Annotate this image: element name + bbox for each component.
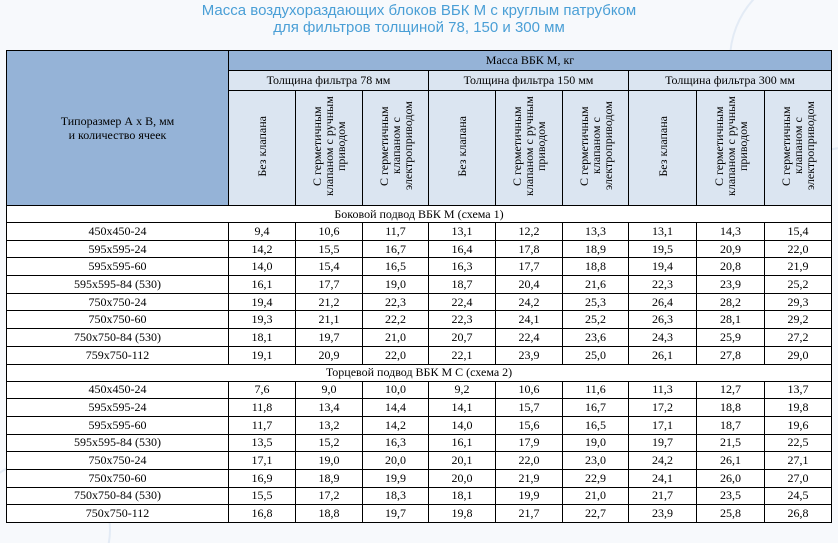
- mass-value-cell: 20,4: [496, 276, 563, 294]
- mass-value-cell: 26,1: [629, 346, 697, 364]
- section-title: Боковой подвод ВБК М (схема 1): [7, 206, 832, 223]
- mass-value-cell: 23,0: [563, 452, 629, 470]
- subcolumn-header-label: С герметичным клапаном с электроприводом: [576, 101, 615, 191]
- mass-value-cell: 9,2: [429, 381, 496, 399]
- mass-value-cell: 15,5: [229, 487, 296, 505]
- mass-value-cell: 14,2: [229, 240, 296, 258]
- group-header-78: Толщина фильтра 78 мм: [229, 71, 429, 91]
- mass-value-cell: 28,1: [697, 311, 765, 329]
- mass-value-cell: 17,1: [629, 416, 697, 434]
- subcolumn-header: [563, 91, 629, 206]
- mass-value-cell: 24,1: [496, 311, 563, 329]
- table-row: [7, 505, 832, 523]
- mass-value-cell: 16,5: [363, 258, 429, 276]
- mass-value-cell: 25,8: [697, 505, 765, 523]
- mass-value-cell: 16,3: [363, 434, 429, 452]
- mass-value-cell: 21,7: [496, 505, 563, 523]
- mass-value-cell: 19,0: [363, 276, 429, 294]
- table-row: [7, 487, 832, 505]
- title-line-2: для фильтров толщиной 78, 150 и 300 мм: [273, 19, 565, 36]
- mass-value-cell: 29,0: [765, 346, 832, 364]
- mass-value-cell: 19,1: [229, 346, 296, 364]
- mass-value-cell: 19,8: [765, 399, 832, 417]
- mass-value-cell: 16,3: [429, 258, 496, 276]
- mass-value-cell: 15,5: [296, 240, 363, 258]
- mass-value-cell: 29,3: [765, 293, 832, 311]
- subcolumn-header-label: С герметичным клапаном с электроприводом: [376, 101, 415, 191]
- mass-value-cell: 20,7: [429, 329, 496, 347]
- mass-value-cell: 22,5: [765, 434, 832, 452]
- mass-value-cell: 27,8: [697, 346, 765, 364]
- mass-value-cell: 24,1: [629, 469, 697, 487]
- mass-value-cell: 23,5: [697, 487, 765, 505]
- mass-value-cell: 25,3: [563, 293, 629, 311]
- mass-value-cell: 22,0: [363, 346, 429, 364]
- mass-value-cell: 18,8: [697, 399, 765, 417]
- mass-value-cell: 25,2: [563, 311, 629, 329]
- mass-value-cell: 17,2: [629, 399, 697, 417]
- mass-value-cell: 26,3: [629, 311, 697, 329]
- mass-value-cell: 20,1: [429, 452, 496, 470]
- mass-value-cell: 11,8: [229, 399, 296, 417]
- table-row: [7, 469, 832, 487]
- mass-value-cell: 10,6: [496, 381, 563, 399]
- table-row: [7, 329, 832, 347]
- mass-value-cell: 21,0: [363, 329, 429, 347]
- mass-value-cell: 27,1: [765, 452, 832, 470]
- mass-value-cell: 14,1: [429, 399, 496, 417]
- subcolumn-header: [429, 91, 496, 206]
- group-header-150: Толщина фильтра 150 мм: [429, 71, 629, 91]
- size-cell: 759x750-112: [7, 346, 229, 364]
- size-cell: 750x750-60: [7, 469, 229, 487]
- mass-value-cell: 17,1: [229, 452, 296, 470]
- group-header-300: Толщина фильтра 300 мм: [629, 71, 832, 91]
- mass-value-cell: 16,5: [563, 416, 629, 434]
- mass-value-cell: 13,2: [296, 416, 363, 434]
- mass-value-cell: 22,1: [429, 346, 496, 364]
- mass-value-cell: 27,2: [765, 329, 832, 347]
- mass-value-cell: 20,0: [429, 469, 496, 487]
- mass-value-cell: 15,7: [496, 399, 563, 417]
- mass-value-cell: 21,0: [563, 487, 629, 505]
- mass-value-cell: 17,9: [496, 434, 563, 452]
- mass-value-cell: 18,8: [296, 505, 363, 523]
- section-row: [7, 206, 832, 223]
- size-header-line-2: и количество ячеек: [68, 128, 167, 142]
- table-row: [7, 240, 832, 258]
- mass-value-cell: 15,2: [296, 434, 363, 452]
- mass-value-cell: 22,9: [563, 469, 629, 487]
- mass-value-cell: 18,9: [296, 469, 363, 487]
- subcolumn-header: [765, 91, 832, 206]
- subcolumn-header: [229, 91, 296, 206]
- mass-value-cell: 22,0: [765, 240, 832, 258]
- size-cell: 595x595-60: [7, 416, 229, 434]
- mass-value-cell: 19,9: [496, 487, 563, 505]
- mass-value-cell: 17,7: [496, 258, 563, 276]
- mass-value-cell: 16,7: [563, 399, 629, 417]
- mass-value-cell: 19,7: [363, 505, 429, 523]
- mass-value-cell: 19,4: [229, 293, 296, 311]
- mass-value-cell: 20,0: [363, 452, 429, 470]
- mass-value-cell: 21,5: [697, 434, 765, 452]
- mass-value-cell: 19,6: [765, 416, 832, 434]
- mass-value-cell: 16,9: [229, 469, 296, 487]
- mass-value-cell: 26,0: [697, 469, 765, 487]
- size-cell: 450x450-24: [7, 381, 229, 399]
- mass-value-cell: 18,7: [429, 276, 496, 294]
- size-header-line-1: Типоразмер А х В, мм: [60, 114, 175, 128]
- mass-value-cell: 19,3: [229, 311, 296, 329]
- mass-value-cell: 12,2: [496, 223, 563, 241]
- mass-value-cell: 18,1: [429, 487, 496, 505]
- table-row: [7, 452, 832, 470]
- mass-value-cell: 13,1: [429, 223, 496, 241]
- section-title: Торцевой подвод ВБК М С (схема 2): [7, 364, 832, 381]
- size-cell: 750x750-84 (530): [7, 329, 229, 347]
- mass-value-cell: 15,6: [496, 416, 563, 434]
- subcolumn-header-label: Без клапана: [455, 115, 469, 177]
- mass-value-cell: 13,7: [765, 381, 832, 399]
- size-cell: 595x595-24: [7, 240, 229, 258]
- mass-value-cell: 24,2: [496, 293, 563, 311]
- table-row: [7, 416, 832, 434]
- mass-value-cell: 7,6: [229, 381, 296, 399]
- mass-value-cell: 12,7: [697, 381, 765, 399]
- mass-value-cell: 14,0: [229, 258, 296, 276]
- mass-value-cell: 23,9: [697, 276, 765, 294]
- subcolumn-header: [296, 91, 363, 206]
- mass-value-cell: 14,0: [429, 416, 496, 434]
- mass-value-cell: 17,7: [296, 276, 363, 294]
- mass-value-cell: 22,7: [563, 505, 629, 523]
- mass-value-cell: 21,6: [563, 276, 629, 294]
- mass-value-cell: 15,4: [765, 223, 832, 241]
- subcolumn-header-label: Без клапана: [255, 115, 269, 177]
- mass-value-cell: 13,5: [229, 434, 296, 452]
- mass-value-cell: 22,4: [429, 293, 496, 311]
- size-column-header: [7, 51, 229, 206]
- mass-value-cell: 22,2: [363, 311, 429, 329]
- mass-value-cell: 16,4: [429, 240, 496, 258]
- mass-table: [6, 50, 832, 523]
- size-cell: 750x750-24: [7, 452, 229, 470]
- mass-value-cell: 13,3: [563, 223, 629, 241]
- table-row: [7, 293, 832, 311]
- mass-value-cell: 22,0: [496, 452, 563, 470]
- mass-value-cell: 25,0: [563, 346, 629, 364]
- mass-value-cell: 26,8: [765, 505, 832, 523]
- mass-value-cell: 25,9: [697, 329, 765, 347]
- size-cell: 750x750-112: [7, 505, 229, 523]
- mass-value-cell: 22,3: [629, 276, 697, 294]
- mass-value-cell: 17,2: [296, 487, 363, 505]
- mass-value-cell: 19,8: [429, 505, 496, 523]
- section-row: [7, 364, 832, 381]
- mass-header: Масса ВБК М, кг: [229, 51, 832, 71]
- mass-value-cell: 11,7: [363, 223, 429, 241]
- mass-value-cell: 19,9: [363, 469, 429, 487]
- mass-value-cell: 20,8: [697, 258, 765, 276]
- size-cell: 595x595-84 (530): [7, 276, 229, 294]
- mass-value-cell: 15,4: [296, 258, 363, 276]
- mass-value-cell: 23,6: [563, 329, 629, 347]
- mass-value-cell: 11,7: [229, 416, 296, 434]
- mass-value-cell: 19,7: [629, 434, 697, 452]
- mass-value-cell: 19,5: [629, 240, 697, 258]
- mass-value-cell: 28,2: [697, 293, 765, 311]
- size-cell: 750x750-24: [7, 293, 229, 311]
- mass-value-cell: 27,0: [765, 469, 832, 487]
- mass-value-cell: 9,0: [296, 381, 363, 399]
- size-cell: 450x450-24: [7, 223, 229, 241]
- mass-value-cell: 19,4: [629, 258, 697, 276]
- mass-value-cell: 20,9: [296, 346, 363, 364]
- mass-value-cell: 23,9: [496, 346, 563, 364]
- size-cell: 595x595-84 (530): [7, 434, 229, 452]
- size-cell: 595x595-60: [7, 258, 229, 276]
- subcolumn-header-label: С герметичным клапаном с ручным приводом: [310, 96, 348, 196]
- table-row: [7, 311, 832, 329]
- title-line-1: Масса воздухораздающих блоков ВБК М с круглым патрубком: [201, 2, 637, 19]
- subcolumn-header-label: С герметичным клапаном с ручным приводом: [711, 96, 750, 196]
- mass-value-cell: 13,4: [296, 399, 363, 417]
- page-title: [0, 0, 838, 40]
- mass-value-cell: 21,9: [496, 469, 563, 487]
- mass-value-cell: 21,7: [629, 487, 697, 505]
- subcolumn-header: [363, 91, 429, 206]
- subcolumn-header-label: Без клапана: [655, 115, 670, 177]
- mass-value-cell: 24,2: [629, 452, 697, 470]
- mass-value-cell: 24,5: [765, 487, 832, 505]
- mass-value-cell: 10,0: [363, 381, 429, 399]
- mass-value-cell: 24,3: [629, 329, 697, 347]
- size-cell: 595x595-24: [7, 399, 229, 417]
- mass-value-cell: 18,7: [697, 416, 765, 434]
- mass-value-cell: 16,1: [229, 276, 296, 294]
- table-row: [7, 346, 832, 364]
- mass-value-cell: 26,1: [697, 452, 765, 470]
- mass-value-cell: 11,3: [629, 381, 697, 399]
- mass-value-cell: 22,4: [496, 329, 563, 347]
- mass-value-cell: 23,9: [629, 505, 697, 523]
- mass-value-cell: 13,1: [629, 223, 697, 241]
- mass-value-cell: 18,8: [563, 258, 629, 276]
- mass-value-cell: 18,3: [363, 487, 429, 505]
- mass-value-cell: 25,2: [765, 276, 832, 294]
- subcolumn-header-label: С герметичным клапаном с электроприводом: [779, 101, 817, 191]
- table-row: [7, 381, 832, 399]
- mass-value-cell: 9,4: [229, 223, 296, 241]
- mass-value-cell: 16,8: [229, 505, 296, 523]
- mass-value-cell: 22,3: [429, 311, 496, 329]
- mass-value-cell: 21,9: [765, 258, 832, 276]
- mass-value-cell: 14,2: [363, 416, 429, 434]
- mass-value-cell: 14,4: [363, 399, 429, 417]
- mass-value-cell: 14,3: [697, 223, 765, 241]
- table-row: [7, 399, 832, 417]
- mass-value-cell: 29,2: [765, 311, 832, 329]
- mass-value-cell: 16,1: [429, 434, 496, 452]
- subcolumn-header: [697, 91, 765, 206]
- table-row: [7, 276, 832, 294]
- table-row: [7, 434, 832, 452]
- mass-value-cell: 26,4: [629, 293, 697, 311]
- mass-value-cell: 11,6: [563, 381, 629, 399]
- mass-value-cell: 19,0: [563, 434, 629, 452]
- mass-value-cell: 21,1: [296, 311, 363, 329]
- size-cell: 750x750-84 (530): [7, 487, 229, 505]
- mass-value-cell: 17,8: [496, 240, 563, 258]
- mass-value-cell: 18,9: [563, 240, 629, 258]
- table-row: [7, 223, 832, 241]
- mass-value-cell: 21,2: [296, 293, 363, 311]
- subcolumn-header-label: С герметичным клапаном с ручным приводом: [510, 96, 548, 196]
- mass-value-cell: 22,3: [363, 293, 429, 311]
- table-row: [7, 258, 832, 276]
- mass-value-cell: 18,1: [229, 329, 296, 347]
- mass-value-cell: 19,0: [296, 452, 363, 470]
- subcolumn-header: [629, 91, 697, 206]
- mass-value-cell: 16,7: [363, 240, 429, 258]
- mass-value-cell: 20,9: [697, 240, 765, 258]
- mass-value-cell: 19,7: [296, 329, 363, 347]
- size-cell: 750x750-60: [7, 311, 229, 329]
- subcolumn-header: [496, 91, 563, 206]
- mass-value-cell: 10,6: [296, 223, 363, 241]
